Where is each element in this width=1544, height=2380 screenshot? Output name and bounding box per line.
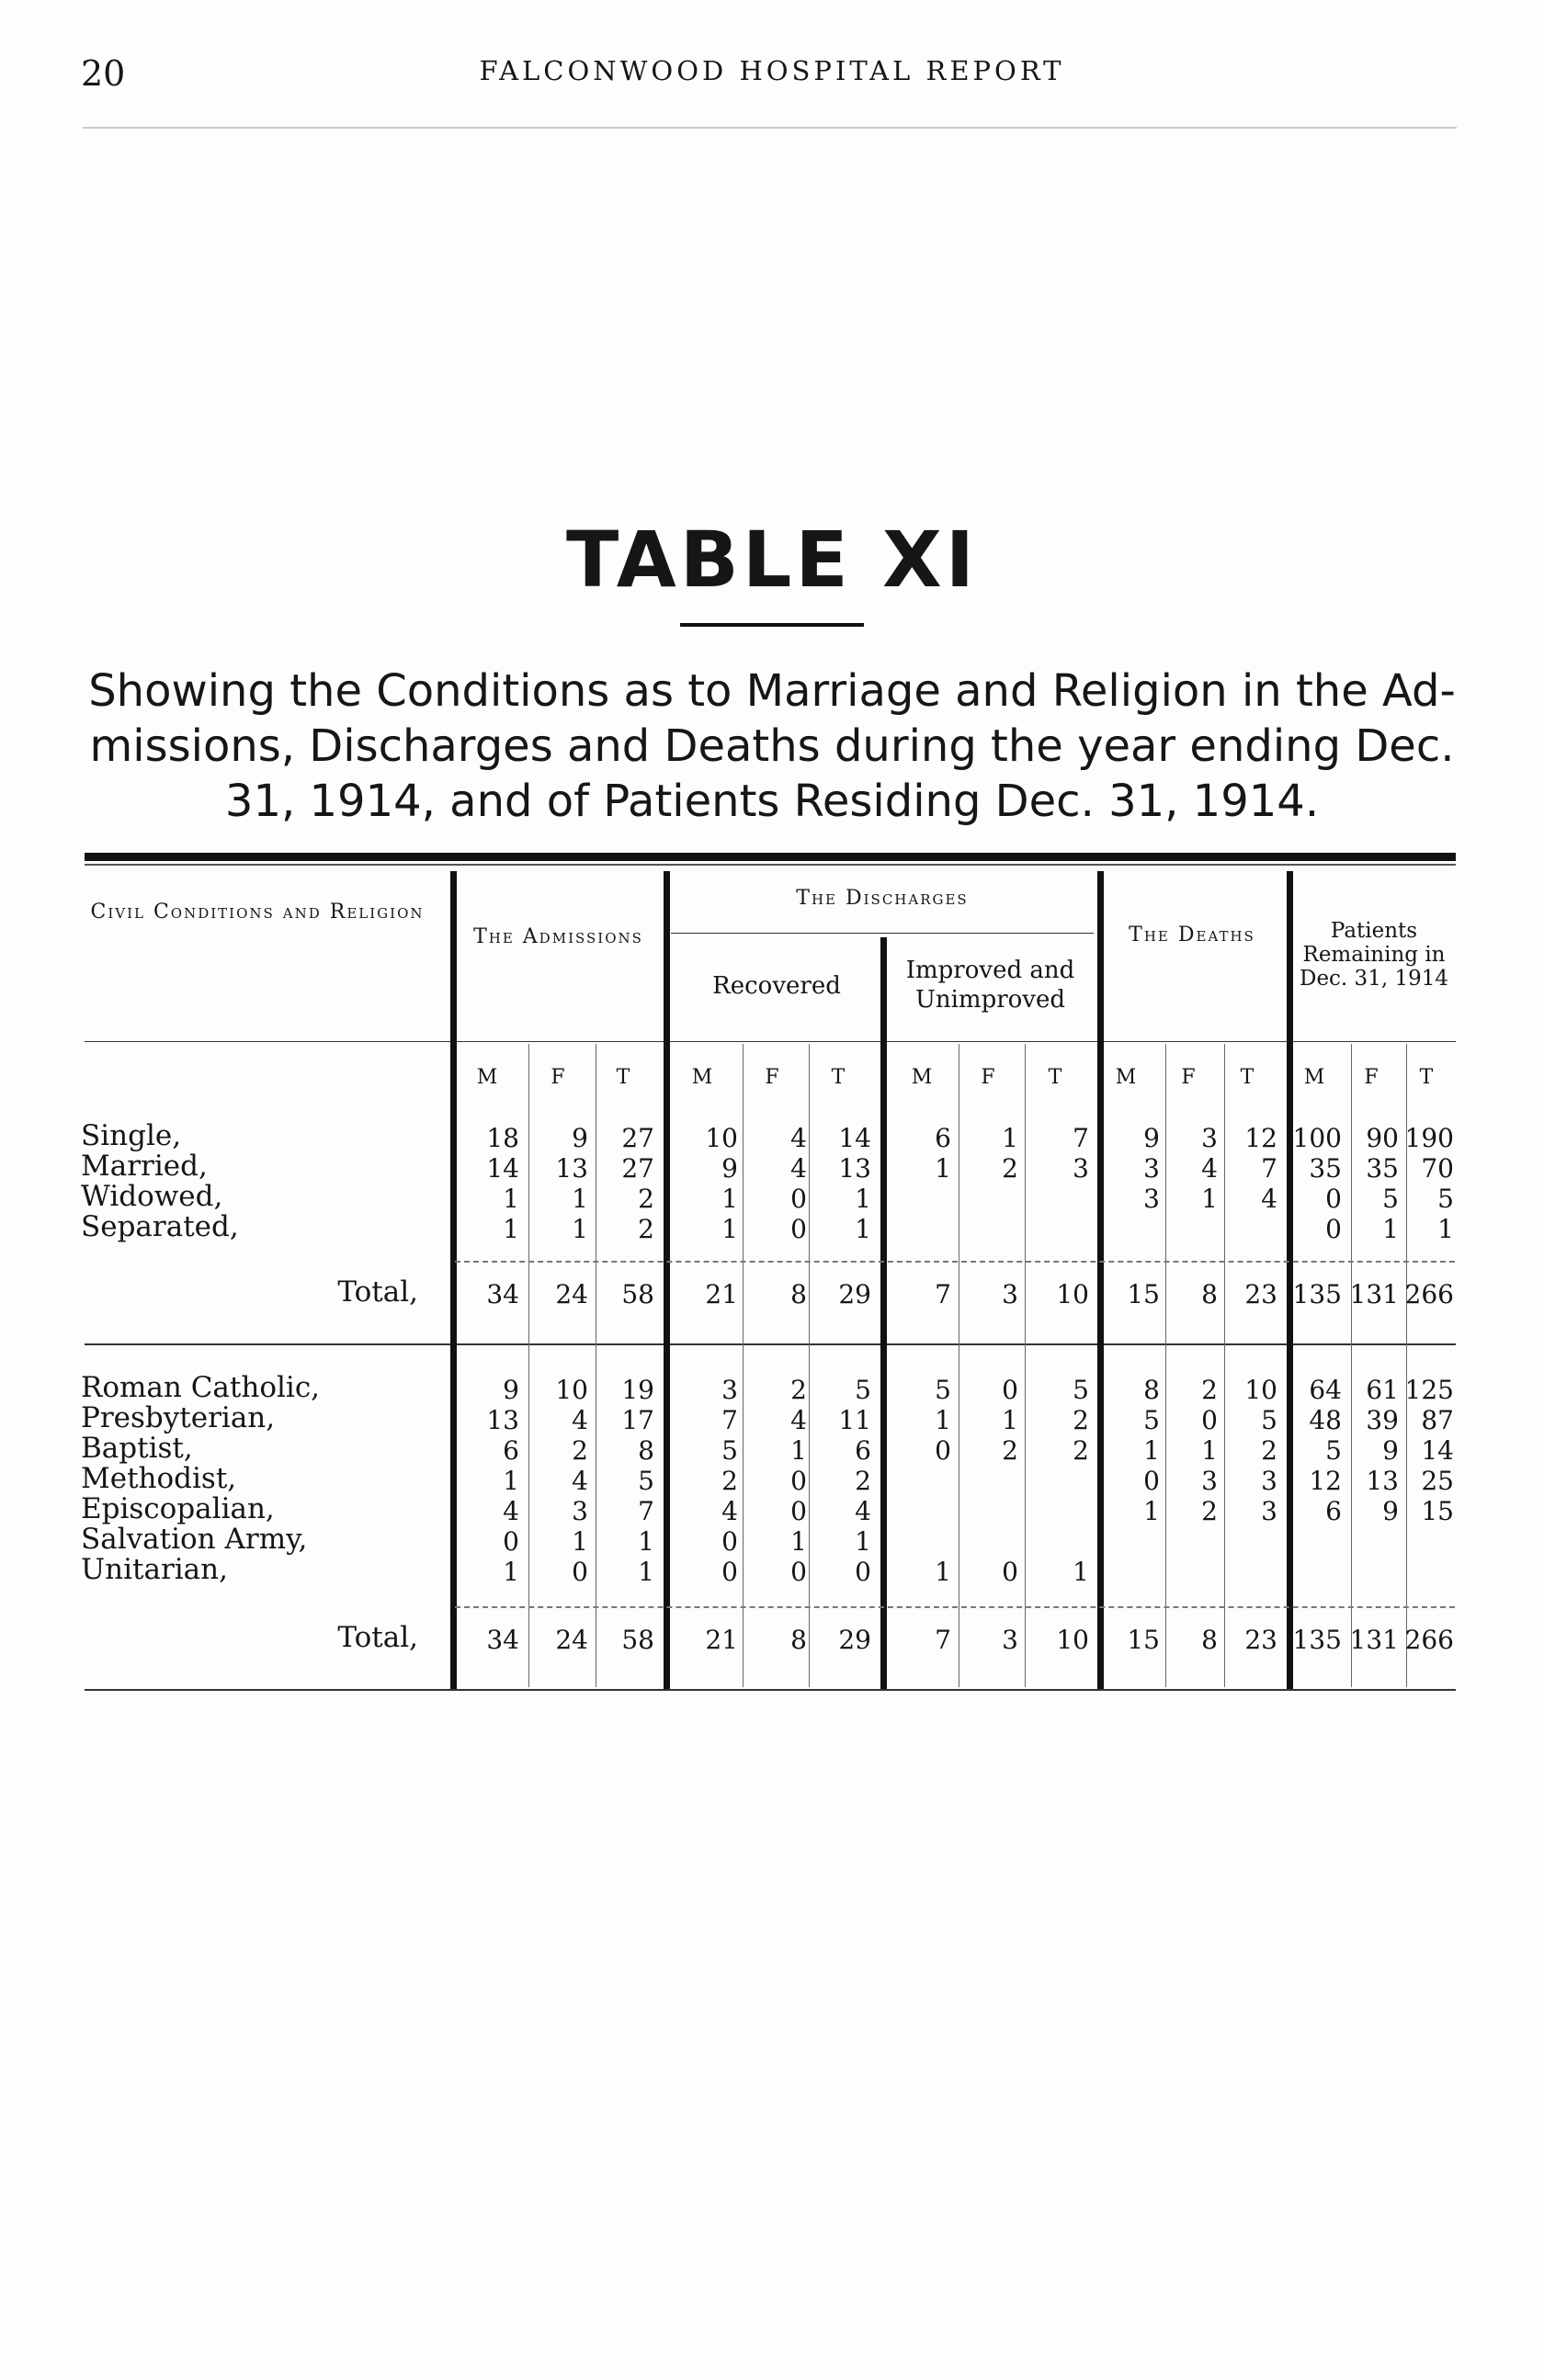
civil-total-cell: 29 [838,1279,871,1309]
row-label: Salvation Army, [81,1523,308,1556]
religion-cell: 2 [1073,1405,1089,1435]
religion-cell: 1 [638,1526,654,1557]
religion-cell: 3 [721,1375,738,1405]
religion-cell: 3 [1201,1466,1218,1496]
civil-cell: 7 [1261,1153,1277,1184]
civil-total-cell: 266 [1404,1279,1454,1309]
religion-total-cell: 8 [1201,1625,1218,1655]
religion-cell: 0 [1201,1405,1218,1435]
religion-cell: 3 [572,1496,588,1526]
civil-total-cell: 34 [486,1279,519,1309]
civil-cell: 13 [838,1153,871,1184]
civil-cell: 0 [1325,1214,1342,1244]
civil-cell: 1 [1437,1214,1454,1244]
civil-total-cell: 21 [705,1279,738,1309]
religion-cell: 39 [1366,1405,1399,1435]
civil-cell: 5 [1437,1184,1454,1214]
religion-cell: 10 [555,1375,588,1405]
religion-cell: 2 [1261,1435,1277,1466]
row-label: Unitarian, [81,1553,228,1586]
religion-cell: 19 [621,1375,654,1405]
header-discharges: The Discharges [796,887,969,910]
religion-cell: 2 [790,1375,807,1405]
civil-cell: 3 [1073,1153,1089,1184]
religion-cell: 15 [1421,1496,1454,1526]
religion-cell: 7 [721,1405,738,1435]
subheader-t: T [1240,1066,1254,1089]
civil-cell: 9 [572,1123,588,1153]
row-label: Baptist, [81,1432,193,1465]
title-underline [680,623,864,627]
religion-cell: 0 [721,1526,738,1557]
civil-cell: 1 [721,1184,738,1214]
religion-cell: 5 [855,1375,871,1405]
religion-cell: 2 [855,1466,871,1496]
row-label: Roman Catholic, [81,1371,321,1404]
subheader-t: T [616,1066,630,1089]
religion-cell: 0 [1002,1557,1018,1587]
civil-total-cell: 15 [1127,1279,1160,1309]
religion-cell: 0 [790,1557,807,1587]
religion-total-cell: 7 [935,1625,951,1655]
religion-cell: 9 [1382,1496,1399,1526]
civil-cell: 1 [572,1214,588,1244]
religion-cell: 4 [721,1496,738,1526]
row-label: Single, [81,1119,182,1152]
religion-cell: 8 [1143,1375,1160,1405]
religion-cell: 0 [790,1496,807,1526]
civil-cell: 190 [1404,1123,1454,1153]
religion-total-cell: 135 [1292,1625,1342,1655]
religion-cell: 3 [1261,1466,1277,1496]
civil-cell: 12 [1244,1123,1277,1153]
table-top-rule-thin [85,864,1456,866]
divider-improved [880,937,887,1689]
civil-cell: 1 [721,1214,738,1244]
subheader-f: F [981,1066,995,1089]
civil-total-cell: 3 [1002,1279,1018,1309]
religion-cell: 17 [621,1405,654,1435]
religion-cell: 2 [572,1435,588,1466]
religion-cell: 64 [1309,1375,1342,1405]
religion-cell: 5 [638,1466,654,1496]
civil-cell: 1 [935,1153,951,1184]
religion-cell: 125 [1404,1375,1454,1405]
civil-total-cell: 10 [1056,1279,1089,1309]
civil-total-cell: 23 [1244,1279,1277,1309]
religion-cell: 6 [855,1435,871,1466]
religion-cell: 4 [790,1405,807,1435]
religion-cell: 8 [638,1435,654,1466]
religion-cell: 2 [1002,1435,1018,1466]
religion-cell: 1 [790,1435,807,1466]
religion-cell: 14 [1421,1435,1454,1466]
civil-cell: 13 [555,1153,588,1184]
civil-cell: 1 [1201,1184,1218,1214]
religion-cell: 11 [838,1405,871,1435]
religion-total-cell: 34 [486,1625,519,1655]
civil-cell: 18 [486,1123,519,1153]
religion-cell: 5 [1325,1435,1342,1466]
religion-cell: 3 [1261,1496,1277,1526]
religion-cell: 1 [503,1466,519,1496]
religion-cell: 7 [638,1496,654,1526]
discharges-subrule [671,933,1094,934]
subheader-m: M [1303,1066,1325,1089]
subheader-m: M [911,1066,933,1089]
civil-total-cell: 131 [1349,1279,1399,1309]
civil-cell: 1 [1382,1214,1399,1244]
religion-cell: 5 [1073,1375,1089,1405]
civil-cell: 4 [790,1153,807,1184]
civil-cell: 5 [1382,1184,1399,1214]
subheader-m: M [476,1066,498,1089]
religion-cell: 87 [1421,1405,1454,1435]
total-dash-rule [455,1606,1455,1608]
religion-cell: 6 [1325,1496,1342,1526]
religion-cell: 0 [1002,1375,1018,1405]
civil-total-cell: 7 [935,1279,951,1309]
religion-cell: 1 [638,1557,654,1587]
religion-cell: 0 [503,1526,519,1557]
subheader-t: T [1048,1066,1062,1089]
religion-total-cell: 266 [1404,1625,1454,1655]
civil-cell: 1 [1002,1123,1018,1153]
civil-cell: 1 [572,1184,588,1214]
divider-discharges [664,871,670,1689]
religion-cell: 1 [1073,1557,1089,1587]
subheader-t: T [831,1066,846,1089]
civil-cell: 1 [855,1184,871,1214]
religion-cell: 1 [935,1557,951,1587]
civil-cell: 4 [790,1123,807,1153]
header-remaining: Patients Remaining in Dec. 31, 1914 [1300,919,1448,991]
civil-cell: 35 [1366,1153,1399,1184]
header-admissions: The Admissions [473,925,643,948]
civil-cell: 1 [855,1214,871,1244]
religion-cell: 10 [1244,1375,1277,1405]
civil-cell: 27 [621,1123,654,1153]
religion-cell: 0 [935,1435,951,1466]
religion-cell: 13 [1366,1466,1399,1496]
total-dash-rule [455,1261,1455,1263]
religion-cell: 2 [1201,1496,1218,1526]
subheader-f: F [1181,1066,1196,1089]
header-bottom-rule [85,1041,1456,1042]
civil-total-cell: 24 [555,1279,588,1309]
total-label: Total, [337,1621,418,1654]
civil-cell: 14 [838,1123,871,1153]
religion-cell: 1 [855,1526,871,1557]
row-label: Presbyterian, [81,1401,276,1434]
religion-cell: 5 [1261,1405,1277,1435]
religion-total-cell: 3 [1002,1625,1018,1655]
religion-cell: 2 [1201,1375,1218,1405]
civil-cell: 14 [486,1153,519,1184]
religion-cell: 5 [721,1435,738,1466]
religion-cell: 2 [1073,1435,1089,1466]
religion-total-cell: 23 [1244,1625,1277,1655]
religion-cell: 0 [1143,1466,1160,1496]
civil-total-cell: 58 [621,1279,654,1309]
civil-cell: 9 [1143,1123,1160,1153]
civil-cell: 2 [638,1214,654,1244]
subheader-t: T [1419,1066,1434,1089]
civil-cell: 100 [1292,1123,1342,1153]
religion-cell: 48 [1309,1405,1342,1435]
religion-cell: 6 [503,1435,519,1466]
religion-cell: 4 [503,1496,519,1526]
religion-cell: 1 [572,1526,588,1557]
religion-total-cell: 21 [705,1625,738,1655]
total-label: Total, [337,1275,418,1309]
row-label: Widowed, [81,1180,223,1213]
header-rule [83,127,1457,129]
civil-cell: 2 [638,1184,654,1214]
table-top-rule [85,853,1456,861]
civil-cell: 3 [1201,1123,1218,1153]
religion-cell: 1 [1143,1496,1160,1526]
civil-cell: 6 [935,1123,951,1153]
row-label: Separated, [81,1210,239,1243]
religion-cell: 13 [486,1405,519,1435]
religion-cell: 0 [790,1466,807,1496]
row-label: Married, [81,1150,208,1183]
religion-cell: 25 [1421,1466,1454,1496]
religion-cell: 9 [1382,1435,1399,1466]
row-label: Methodist, [81,1462,237,1495]
religion-cell: 1 [1143,1435,1160,1466]
civil-cell: 2 [1002,1153,1018,1184]
religion-cell: 1 [790,1526,807,1557]
religion-cell: 0 [721,1557,738,1587]
civil-cell: 90 [1366,1123,1399,1153]
table-title: TABLE XI [566,515,978,605]
table-bottom-rule [85,1689,1456,1691]
subheader-f: F [1364,1066,1379,1089]
civil-cell: 9 [721,1153,738,1184]
civil-cell: 1 [503,1184,519,1214]
header-improved: Improved and Unimproved [905,957,1075,1014]
table-subtitle: Showing the Conditions as to Marriage and Religion in the Ad- missions, Discharges and Deaths during the year ending Dec. 31, 1914, and of Patients Residing Dec. 31, 1914. [88,665,1456,827]
religion-cell: 9 [503,1375,519,1405]
religion-cell: 5 [1143,1405,1160,1435]
header-civil-religion: Civil Conditions and Religion [90,901,425,924]
row-label: Episcopalian, [81,1492,275,1525]
civil-cell: 1 [503,1214,519,1244]
subheader-f: F [765,1066,779,1089]
religion-cell: 5 [935,1375,951,1405]
civil-cell: 3 [1143,1184,1160,1214]
religion-total-cell: 58 [621,1625,654,1655]
civil-total-cell: 135 [1292,1279,1342,1309]
running-head: FALCONWOOD HOSPITAL REPORT [479,55,1065,86]
religion-cell: 12 [1309,1466,1342,1496]
civil-cell: 35 [1309,1153,1342,1184]
religion-total-cell: 131 [1349,1625,1399,1655]
civil-cell: 10 [705,1123,738,1153]
religion-cell: 4 [572,1405,588,1435]
subheader-f: F [551,1066,565,1089]
religion-total-cell: 24 [555,1625,588,1655]
religion-cell: 2 [721,1466,738,1496]
subheader-m: M [1115,1066,1137,1089]
civil-cell: 0 [790,1184,807,1214]
civil-total-cell: 8 [1201,1279,1218,1309]
religion-total-cell: 29 [838,1625,871,1655]
civil-cell: 3 [1143,1153,1160,1184]
religion-total-cell: 8 [790,1625,807,1655]
civil-cell: 0 [790,1214,807,1244]
religion-total-cell: 10 [1056,1625,1089,1655]
religion-cell: 1 [1002,1405,1018,1435]
civil-cell: 4 [1201,1153,1218,1184]
subheader-m: M [691,1066,713,1089]
religion-total-cell: 15 [1127,1625,1160,1655]
religion-cell: 4 [855,1496,871,1526]
religion-cell: 0 [572,1557,588,1587]
header-deaths: The Deaths [1129,924,1255,946]
header-recovered: Recovered [712,972,841,1000]
religion-cell: 1 [935,1405,951,1435]
civil-cell: 27 [621,1153,654,1184]
civil-cell: 0 [1325,1184,1342,1214]
civil-cell: 70 [1421,1153,1454,1184]
civil-cell: 7 [1073,1123,1089,1153]
religion-cell: 4 [572,1466,588,1496]
religion-cell: 1 [503,1557,519,1587]
page-number: 20 [81,53,126,94]
civil-cell: 4 [1261,1184,1277,1214]
religion-cell: 1 [1201,1435,1218,1466]
civil-total-cell: 8 [790,1279,807,1309]
section-divider [85,1343,1456,1345]
religion-cell: 61 [1366,1375,1399,1405]
religion-cell: 0 [855,1557,871,1587]
